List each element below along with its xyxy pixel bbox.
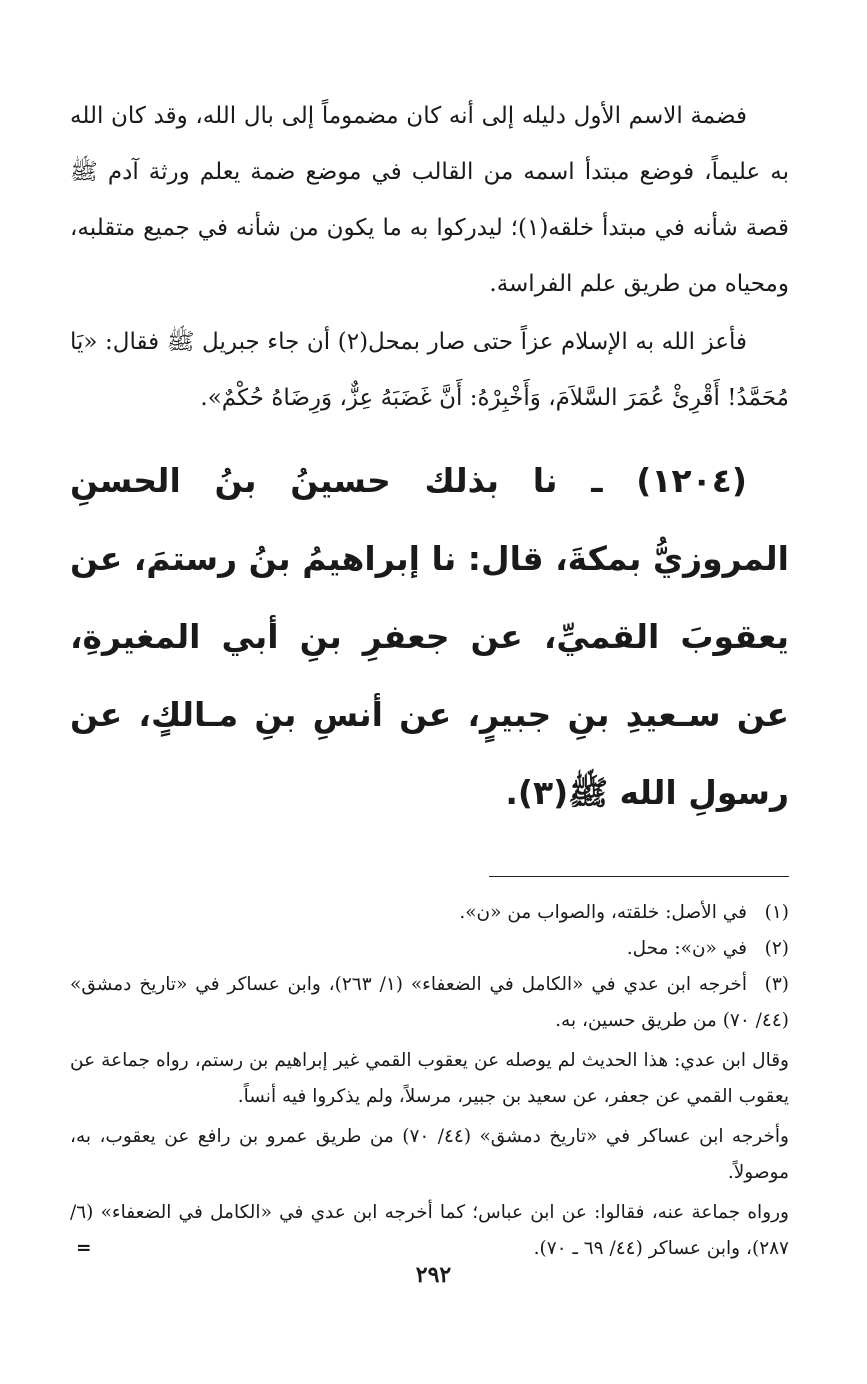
footnote-1 <box>70 895 789 931</box>
footnote-number: (١) <box>764 902 789 923</box>
body-paragraph-2: فأعز الله به الإسلام عزاً حتى صار بمحل(٢) أن جاء جبريل ﷺ فقال: «يَا مُحَمَّدُ! أَقْرِئْ عُمَرَ السَّلاَمَ، وَأَخْبِرْهُ: أَنَّ غَضَبَهُ عِزٌّ، وَرِضَاهُ حُكْمٌ». <box>70 329 789 411</box>
footnote-text: أخرجه ابن عدي في «الكامل في الضعفاء» (١/ ٢٦٣)، وابن عساكر في «تاريخ دمشق» (٤٤/ ٧٠) من طريق حسين، به. <box>70 974 789 1031</box>
footnote-text: في «ن»: محل. <box>626 938 747 959</box>
body-paragraph-1: فضمة الاسم الأول دليله إلى أنه كان مضموماً إلى بال الله، وقد كان الله به عليماً، فوضع مبتدأ اسمه من القالب في موضع ضمة يعلم ورثة آدم ﷺ قصة شأنه في مبتدأ خلقه(١)؛ ليدركوا به ما يكون من شأنه في جميع متقلبه، ومحياه من طريق علم الفراسة. <box>70 103 789 297</box>
footnote-text: في الأصل: خلقته، والصواب من «ن». <box>459 902 747 923</box>
footnote-continuation <box>70 1195 789 1267</box>
footnote-separator <box>489 876 789 877</box>
footnote-continuation-text: ورواه جماعة عنه، فقالوا: عن ابن عباس؛ كما أخرجه ابن عدي في «الكامل في الضعفاء» (٦/ ٢٨٧)، وابن عساكر (٤٤/ ٦٩ ـ ٧٠). <box>70 1202 789 1259</box>
page-number: ٢٩٢ <box>415 1262 452 1288</box>
hadith-isnad: (١٢٠٤) ـ نا بذلك حسينُ بنُ الحسنِ المروزيُّ بمكةَ، قال: نا إبراهيمُ بنُ رستمَ، عن يعقوبَ القميِّ، عن جعفرِ بنِ أبي المغيرةِ، عن سـعيدِ بنِ جبيرٍ، عن أنسِ بنِ مـالكٍ، عن رسولِ الله ﷺ(٣). <box>70 461 789 812</box>
footnote-number: (٢) <box>764 938 789 959</box>
footnote-continuation: وقال ابن عدي: هذا الحديث لم يوصله عن يعقوب القمي غير إبراهيم بن رستم، رواه جماعة عن يعقوب القمي عن جعفر، عن سعيد بن جبير، مرسلاً، ولم يذكروا فيه أنساً. <box>70 1050 789 1107</box>
footnote-2 <box>70 931 789 967</box>
footnote-continuation: وأخرجه ابن عساكر في «تاريخ دمشق» (٤٤/ ٧٠) من طريق عمرو بن رافع عن يعقوب، به، موصولاً. <box>70 1126 789 1183</box>
continuation-mark: = <box>76 1238 92 1259</box>
footnote-3 <box>70 967 789 1039</box>
footnote-number: (٣) <box>764 974 789 995</box>
